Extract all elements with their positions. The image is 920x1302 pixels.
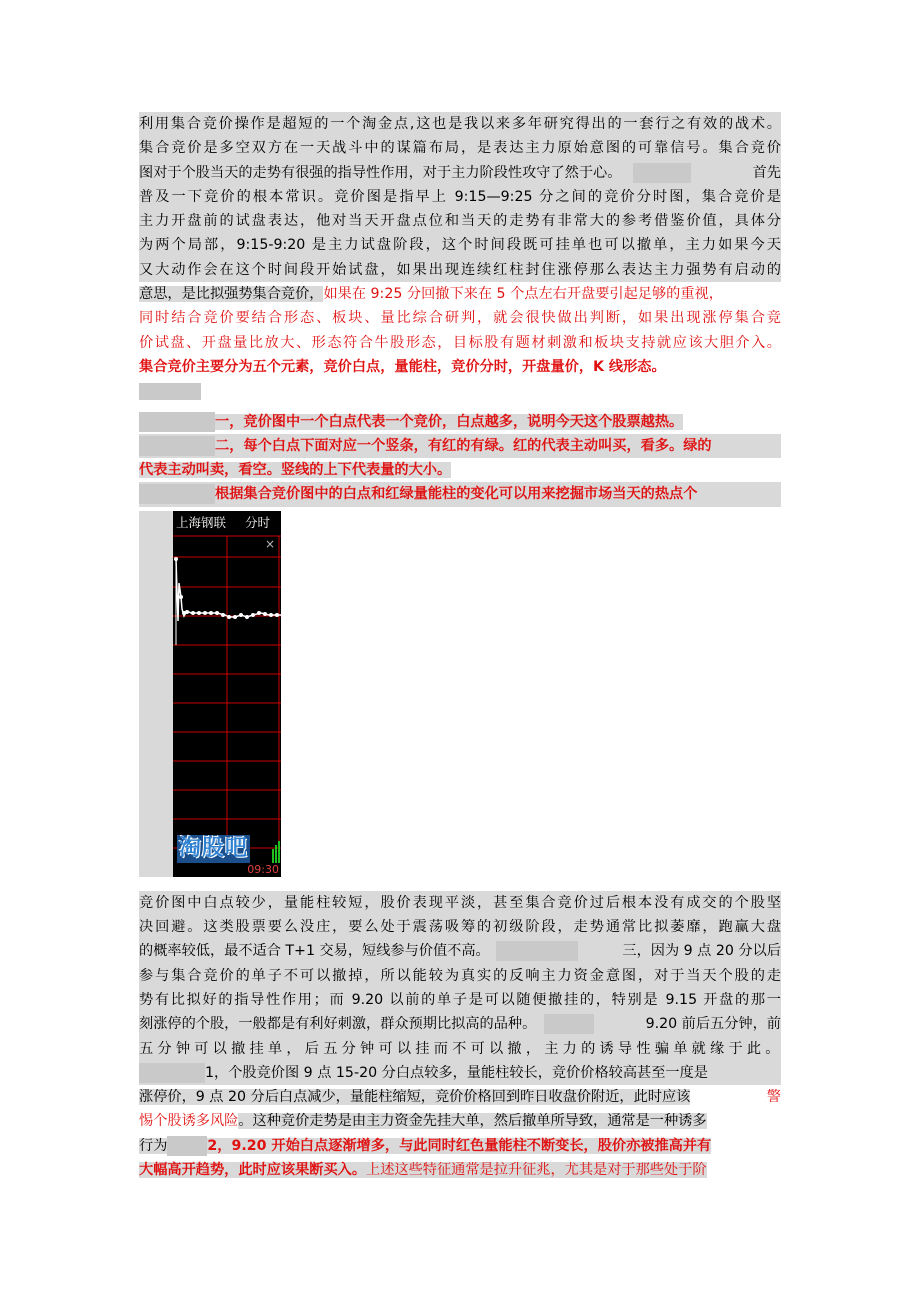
spacer (139, 412, 215, 432)
chart-row (139, 511, 781, 891)
text-line: 五分钟可以撤挂单，后五分钟可以挂而不可以撤，主力的诱导性骗单就缘于此。 (139, 1037, 781, 1061)
text-line: 势有比拟好的指导性作用；而 9.20 以前的单子是可以随便撤挂的，特别是 9.15 开盘的那一 (139, 988, 781, 1012)
text-segment: 的概率较低，最不适合 T+1 交易，短线参与价值不高。 (139, 943, 490, 960)
red-bold-text-line (139, 458, 781, 482)
watermark-logo: 淘股吧 (179, 835, 249, 861)
text-line: 参与集合竞价的单子不可以撤掉，所以能较为真实的反响主力资金意图，对于当天个股的走 (139, 964, 781, 988)
chart-time-label: 09:30 (247, 862, 279, 876)
chart-svg (173, 511, 281, 877)
chart-mode: 分时 (245, 514, 271, 530)
text-line: 普及一下竞价的根本常识。竞价图是指早上 9:15—9:25 分之间的竞价分时图，集合竞价是 (139, 185, 781, 209)
spacer (139, 383, 201, 400)
text-line: 又大动作会在这个时间段开始试盘，如果出现连续红柱封住涨停那么表达主力强势有启动的 (139, 258, 781, 282)
close-icon[interactable]: × (264, 536, 275, 551)
highlight-gutter (139, 511, 173, 877)
text-line (139, 161, 781, 185)
text-segment: 9.20 前后五分钟，前 (645, 1016, 781, 1033)
text-line (139, 282, 781, 306)
stock-name: 上海钢联 (176, 514, 227, 530)
text-line: 集合竞价是多空双方在一天战斗中的谋篇布局，是表达主力原始意图的可靠信号。集合竞价 (139, 136, 781, 160)
red-bold-text-line: 集合竞价主要分为五个元素，竞价白点，量能柱，竞价分时，开盘量价，K 线形态。 (139, 358, 666, 375)
text-line (139, 1061, 781, 1085)
chart-grid (173, 536, 281, 863)
text-segment: 图对于个股当天的走势有很强的指导性作用，对于主力阶段性攻守了然于心。 (139, 164, 622, 181)
text-segment: 1，个股竞价图 9 点 15-20 分白点较多，量能柱较长，竞价价格较高甚至一度是 (205, 1064, 708, 1081)
spacer (139, 436, 215, 456)
red-bold-text-line (139, 434, 781, 458)
volume-bars (273, 841, 279, 863)
red-text-segment: 如果在 9:25 分回撤下来在 5 个点左右开盘要引起足够的重视， (323, 286, 723, 303)
text-segment: 一，竞价图中一个白点代表一个竞价，白点越多，说明今天这个股票越热。 (215, 413, 684, 430)
text-line (139, 939, 781, 963)
text-segment: 意思，是比拟强势集合竞价， (139, 286, 324, 303)
red-bold-text-line (139, 410, 781, 434)
text-segment: 。这种竞价走势是由主力资金先挂大单，然后撤单所导致，通常是一种诱多 (238, 1113, 707, 1130)
text-segment: 行为 (139, 1137, 168, 1154)
spacer (167, 1136, 207, 1156)
text-line: 为两个局部，9:15-9:20 是主力试盘阶段，这个时间段既可挂单也可以撤单，主力如果今天 (139, 233, 781, 257)
spacer (544, 1014, 594, 1034)
text-line (139, 1012, 781, 1036)
red-text-segment: 惕个股诱多风险 (139, 1113, 239, 1130)
text-segment: 涨停价，9 点 20 分后白点减少，量能柱缩短，竞价价格回到昨日收盘价附近，此时应该 (139, 1089, 691, 1106)
text-segment: 三，因为 9 点 20 分以后 (622, 943, 781, 960)
text-line (139, 1134, 781, 1158)
red-bold-text-segment: 2，9.20 开始白点逐渐增多，与此同时红色量能柱不断变长，股价亦被推高并有 (207, 1137, 712, 1154)
red-text-segment: 上述这些特征通常是拉升征兆，尤其是对于那些处于阶 (366, 1162, 707, 1179)
spacer (496, 941, 578, 961)
text-line: 竞价图中白点较少，量能柱较短，股价表现平淡，甚至集合竞价过后根本没有成交的个股坚 (139, 891, 781, 915)
auction-chart (173, 511, 281, 877)
spacer (139, 1063, 205, 1083)
blank-line (139, 379, 781, 403)
text-segment: 代表主动叫卖，看空。竖线的上下代表量的大小。 (139, 462, 452, 479)
text-segment: 根据集合竞价图中的白点和红绿量能柱的变化可以用来挖掘市场当天的热点个 (215, 486, 698, 503)
text-line (139, 1158, 781, 1182)
text-segment: 二，每个白点下面对应一个竖条，有红的有绿。红的代表主动叫买，看多。绿的 (215, 437, 712, 454)
document-body (139, 112, 781, 1182)
text-line: 决回避。这类股票要么没庄，要么处于震荡吸筹的初级阶段，走势通常比拟萎靡，跑赢大盘 (139, 915, 781, 939)
spacer (633, 163, 691, 183)
red-text-line: 价试盘、开盘量比放大、形态符合牛股形态，目标股有题材刺激和板块支持就应该大胆介入。 (139, 334, 781, 351)
text-line (139, 1109, 781, 1133)
red-text-line: 同时结合竞价要结合形态、板块、量比综合研判，就会很快做出判断，如果出现涨停集合竞 (139, 310, 781, 327)
red-bold-text-line (139, 482, 781, 506)
text-segment: 首先 (752, 164, 781, 181)
spacer (139, 484, 215, 504)
text-line: 利用集合竞价操作是超短的一个淘金点,这也是我以来多年研究得出的一套行之有效的战术。 (139, 112, 781, 136)
red-bold-text-segment: 大幅高开趋势，此时应该果断买入。 (139, 1162, 367, 1179)
red-text-segment: 警 (766, 1089, 781, 1106)
text-segment: 刻涨停的个股，一般都是有利好刺激，群众预期比拟高的品种。 (139, 1016, 537, 1033)
text-line (139, 1085, 781, 1109)
text-line: 主力开盘前的试盘表达，他对当天开盘点位和当天的走势有非常大的参考借鉴价值，具体分 (139, 209, 781, 233)
